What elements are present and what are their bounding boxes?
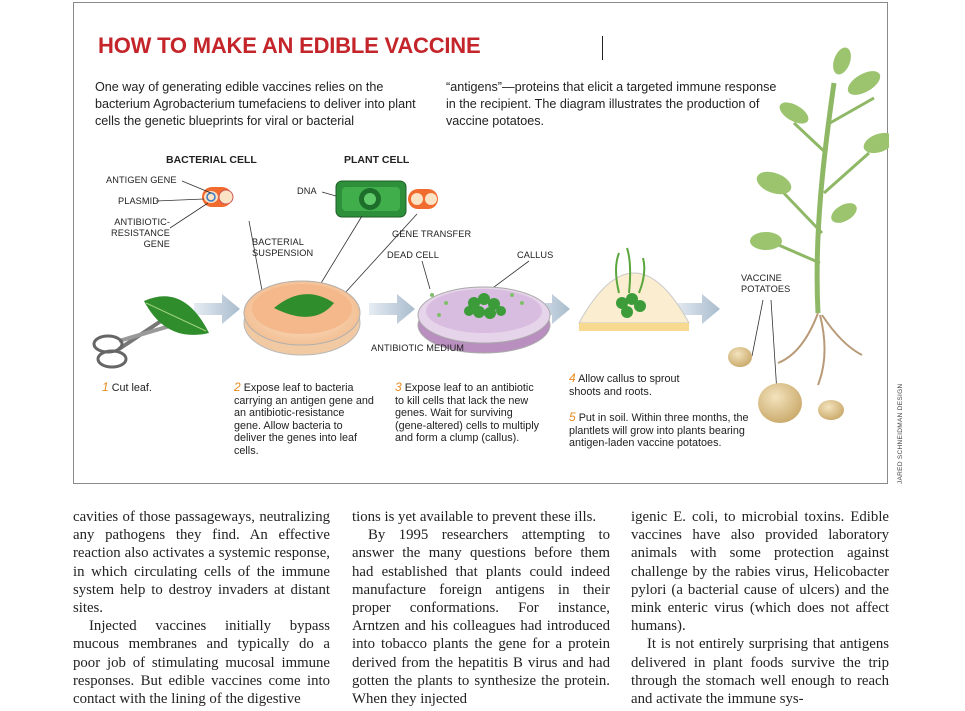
label-line: RESISTANCE bbox=[110, 228, 170, 238]
label-callus: CALLUS bbox=[517, 250, 554, 260]
step-number: 4 bbox=[569, 371, 576, 385]
article-column-2 bbox=[352, 508, 610, 708]
step-text: Allow callus to sprout shoots and roots. bbox=[569, 373, 680, 398]
step-5 bbox=[569, 411, 759, 450]
figure-title: HOW TO MAKE AN EDIBLE VACCINE bbox=[98, 33, 481, 58]
label-dna: DNA bbox=[297, 186, 317, 196]
step-number: 5 bbox=[569, 410, 576, 424]
bacterium-transfer bbox=[408, 189, 438, 209]
potato-plant bbox=[728, 45, 889, 423]
paragraph: cavities of those passageways, neutralizing any pathogens they find. An effective reaction also activates a systemic response, in which circulating cells of the immune system help to destroy invaders at distant sites. bbox=[73, 509, 330, 617]
step-text: Put in soil. Within three months, the plantlets will grow into plants bearing antigen-laden vaccine potatoes. bbox=[569, 412, 749, 450]
petri-dish-bacteria bbox=[244, 281, 360, 355]
label-line: SUSPENSION bbox=[252, 248, 314, 258]
label-line: ANTIBIOTIC- bbox=[114, 217, 170, 227]
paragraph: By 1995 researchers attempting to answer the many questions before them had established that plants could indeed manufacture foreign antigens in their proper conformations. For instance, Arntzen and his colleagues had introduced into tobacco plants the gene for a protein derived from the hepatitis B virus and had gotten the plants to synthesize the protein. When they injected bbox=[352, 527, 610, 708]
paragraph: tions is yet available to prevent these ills. bbox=[352, 509, 597, 525]
arrow-2 bbox=[369, 294, 415, 324]
callus-dome bbox=[579, 248, 689, 331]
label-antibiotic-resistance-gene bbox=[108, 217, 170, 250]
label-dead-cell: DEAD CELL bbox=[387, 250, 439, 260]
label-vaccine-potatoes bbox=[741, 273, 790, 295]
intro-left: One way of generating edible vaccines relies on the bacterium Agrobacterium tumefaciens to deliver into plant cells the genetic blueprints for viral or bacterial bbox=[95, 80, 416, 128]
label-antibiotic-medium: ANTIBIOTIC MEDIUM bbox=[371, 343, 465, 353]
label-plasmid: PLASMID bbox=[118, 196, 160, 206]
label-gene-transfer: GENE TRANSFER bbox=[392, 229, 472, 239]
step-text: Expose leaf to bacteria carrying an antigen gene and an antibiotic-resistance gene. Allow bacteria to deliver the genes into leaf cells. bbox=[234, 382, 374, 457]
label-line: POTATOES bbox=[741, 284, 791, 294]
label-line: VACCINE bbox=[741, 273, 782, 283]
step-4 bbox=[569, 372, 714, 398]
paragraph: It is not entirely surprising that antigens delivered in plant foods survive the trip through the stomach well enough to reach and activate the immune sys- bbox=[631, 636, 889, 708]
step-3 bbox=[395, 381, 545, 445]
design-credit: JARED SCHNEIDMAN DESIGN bbox=[897, 383, 904, 484]
label-antigen-gene: ANTIGEN GENE bbox=[106, 175, 177, 185]
step-number: 1 bbox=[102, 380, 109, 394]
label-line: GENE bbox=[143, 239, 170, 249]
step-1 bbox=[102, 381, 202, 395]
figure-box bbox=[73, 2, 888, 484]
header-bacterial-cell: BACTERIAL CELL bbox=[166, 154, 257, 166]
step-2 bbox=[234, 381, 374, 458]
label-line: BACTERIAL bbox=[252, 237, 304, 247]
plant-cell bbox=[336, 181, 406, 217]
callout-lines bbox=[156, 181, 777, 393]
step-text: Expose leaf to an antibiotic to kill cells that lack the new genes. Wait for surviving (gene-altered) cells to multiply and form a clump (callus). bbox=[395, 382, 540, 445]
article-column-1 bbox=[73, 508, 330, 708]
article-column-3 bbox=[631, 508, 889, 708]
step-number: 3 bbox=[395, 380, 402, 394]
paragraph: igenic E. coli, to microbial toxins. Edible vaccines have also provided laboratory animals with some protection against challenge by the rabies virus, Helicobacter pylori (a bacterial cause of ulcers) and the mink enteric virus (which does not affect humans). bbox=[631, 509, 889, 635]
paragraph: Injected vaccines initially bypass mucous membranes and typically do a poor job of stimulating mucosal immune responses. But edible vaccines come into contact with the lining of the digestive bbox=[73, 618, 330, 708]
intro-right: “antigens”—proteins that elicit a targeted immune response in the recipient. The diagram illustrates the production of vaccine potatoes. bbox=[446, 80, 777, 128]
header-plant-cell: PLANT CELL bbox=[344, 154, 410, 166]
label-bacterial-suspension bbox=[252, 237, 313, 259]
step-number: 2 bbox=[234, 380, 241, 394]
step-text: Cut leaf. bbox=[111, 382, 152, 394]
